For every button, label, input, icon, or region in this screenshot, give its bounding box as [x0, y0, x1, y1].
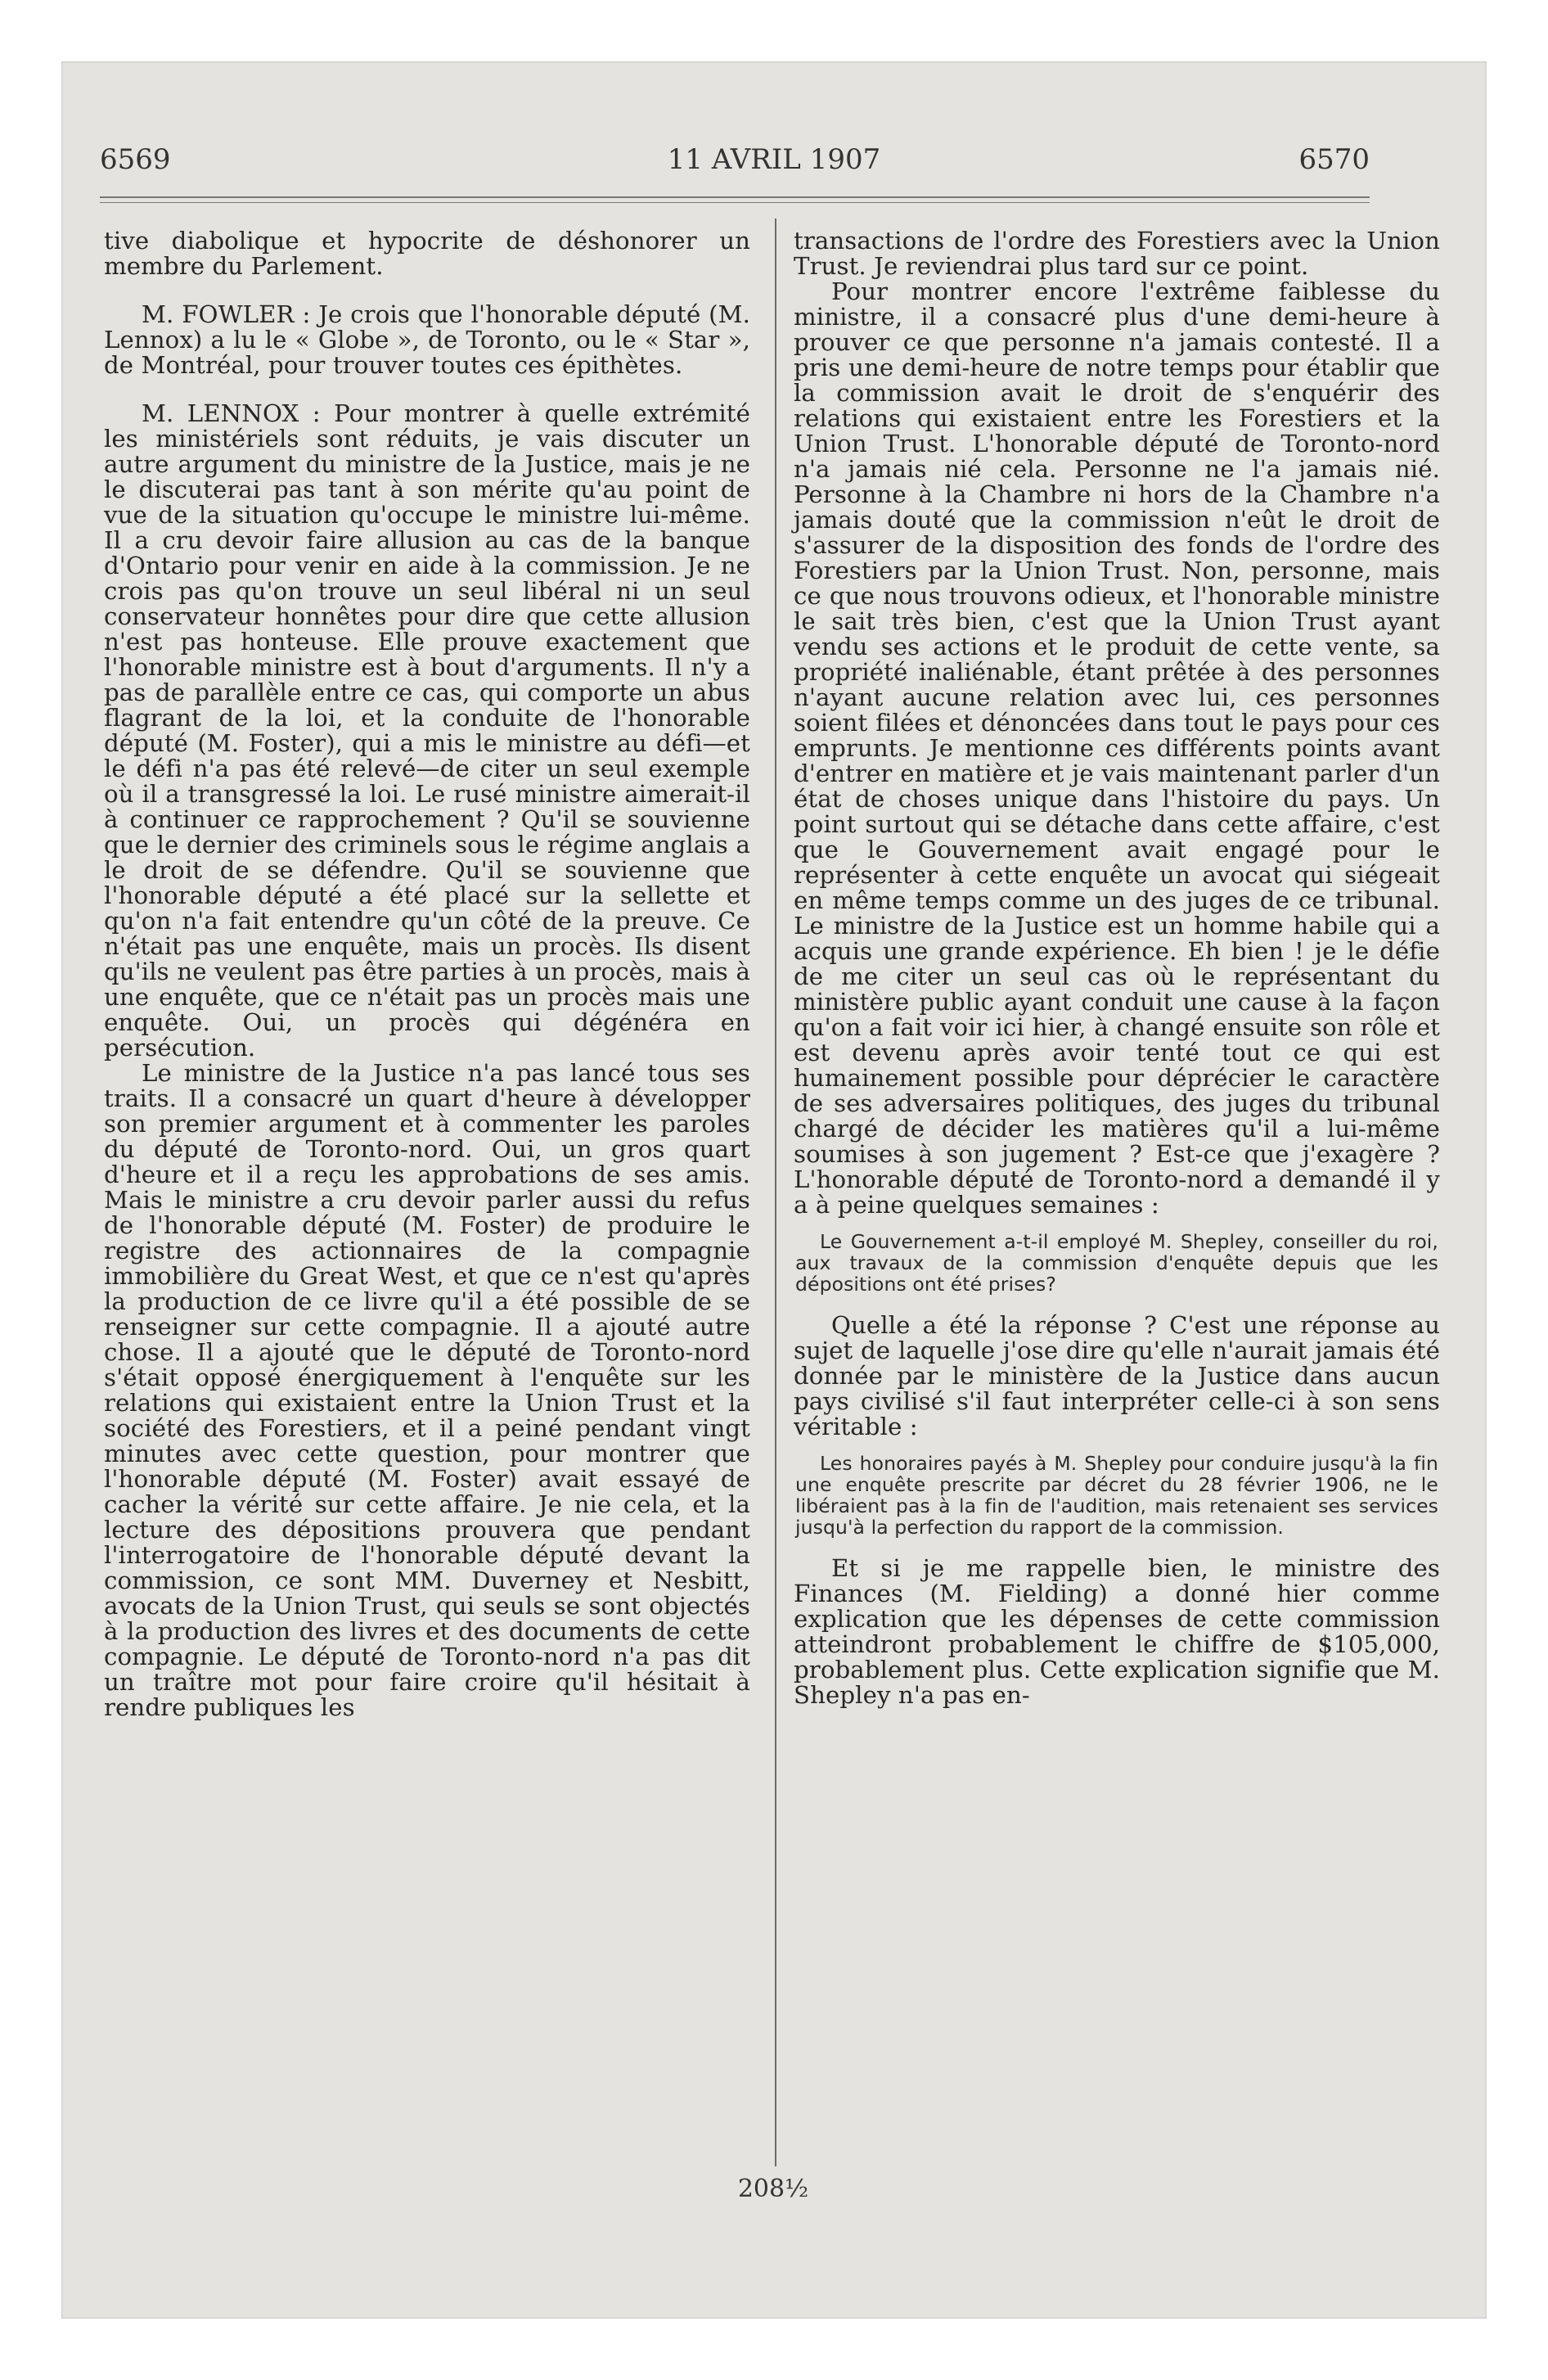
paragraph: tive diabolique et hypocrite de déshonorer un membre du Parlement. — [104, 227, 750, 280]
paragraph: M. LENNOX : Pour montrer à quelle extrémité les ministériels sont réduits, je vais discuter un autre argument du ministre de la Justice, mais je ne le discuterai pas tant à son mérite qu'au point de vue de la situation qu'occupe le ministre lui-même. Il a cru devoir faire allusion au cas de la banque d'Ontario pour venir en aide à la commission. Je ne crois pas qu'on trouve un seul libéral ni un seul conservateur honnêtes pour dire que cette allusion n'est pas honteuse. Elle prouve exactement que l'honorable ministre est à bout d'arguments. Il n'y a pas de parallèle entre ce cas, qui comporte un abus flagrant de la loi, et la conduite de l'honorable député (M. Foster), qui a mis le ministre au défi—et le défi n'a pas été relevé—de citer un seul exemple où il a transgressé la loi. Le rusé ministre aimerait-il à continuer ce rapprochement ? Qu'il se souvienne que le dernier des criminels sous le régime anglais a le droit de se défendre. Qu'il se souvienne que l'honorable député a été placé sur la sellette et qu'on n'a fait entendre qu'un côté de la preuve. Ce n'était pas une enquête, mais un procès. Ils disent qu'ils ne veulent pas être parties à un procès, mais à une enquête, que ce n'était pas un procès mais une enquête. Oui, un procès qui dégénéra en persécution. — [104, 399, 750, 1062]
paragraph: transactions de l'ordre des Forestiers avec la Union Trust. Je reviendrai plus tard sur ce point. — [794, 227, 1440, 280]
page-number-right: 6570 — [1298, 143, 1370, 176]
left-column — [104, 228, 750, 1720]
paragraph: M. FOWLER : Je crois que l'honorable député (M. Lennox) a lu le « Globe », de Toronto, ou le « Star », de Montréal, pour trouver toutes ces épithètes. — [104, 300, 750, 379]
quoted-passage: Le Gouvernement a-t-il employé M. Shepley, conseiller du roi, aux travaux de la commission d'enquête depuis que les dépositions ont été prises? — [795, 1230, 1438, 1296]
paragraph: Et si je me rappelle bien, le ministre des Finances (M. Fielding) a donné hier comme explication que les dépenses de cette commission atteindront probablement le chiffre de $105,000, probablement plus. Cette explication signifie que M. Shepley n'a pas en- — [794, 1554, 1440, 1709]
page-number-left: 6569 — [100, 143, 171, 176]
folio-number: 208½ — [737, 2175, 809, 2203]
header-rule-thin — [100, 202, 1370, 203]
scanned-page — [61, 61, 1487, 2319]
quoted-passage: Les honoraires payés à M. Shepley pour conduire jusqu'à la fin une enquête prescrite par décret du 28 février 1906, ne le libéraient pas à la fin de l'audition, mais retenaient ses services jusqu'à la perfection du rapport de la commission. — [795, 1452, 1438, 1539]
header-rule — [100, 196, 1370, 198]
header-date: 11 AVRIL 1907 — [667, 143, 881, 176]
running-header — [61, 143, 1487, 184]
paragraph: Pour montrer encore l'extrême faiblesse du ministre, il a consacré plus d'une demi-heure à prouver ce que personne n'a jamais contesté. Il a pris une demi-heure de notre temps pour établir que la commission avait le droit de s'enquérir des relations qui existaient entre les Forestiers et la Union Trust. L'honorable député de Toronto-nord n'a jamais nié cela. Personne ne l'a jamais nié. Personne à la Chambre ni hors de la Chambre n'a jamais douté que la commission n'eût le droit de s'assurer de la disposition des fonds de l'ordre des Forestiers par la Union Trust. Non, personne, mais ce que nous trouvons odieux, et l'honorable ministre le sait très bien, c'est que la Union Trust ayant vendu ses actions et le produit de cette vente, sa propriété inaliénable, étant prêtée à des personnes n'ayant aucune relation avec lui, ces personnes soient filées et dénoncées dans tout le pays pour ces emprunts. Je mentionne ces différents points avant d'entrer en matière et je vais maintenant parler d'un état de choses unique dans l'histoire du pays. Un point surtout qui se détache dans cette affaire, c'est que le Gouvernement avait engagé pour le représenter à cette enquête un avocat qui siégeait en même temps comme un des juges de ce tribunal. Le ministre de la Justice est un homme habile qui a acquis une grande expérience. Eh bien ! je le défie de me citer un seul cas où le représentant du ministère public ayant conduit une cause à la façon qu'on a fait voir ici hier, à changé ensuite son rôle et est devenu après avoir tenté tout ce qui est humainement possible pour déprécier le caractère de ses adversaires politiques, des juges du tribunal chargé de décider les matières qu'il a lui-même soumises à son jugement ? Est-ce que j'exagère ? L'honorable député de Toronto-nord a demandé il y a à peine quelques semaines : — [794, 277, 1440, 1219]
paragraph: Le ministre de la Justice n'a pas lancé tous ses traits. Il a consacré un quart d'heure à développer son premier argument et à commenter les paroles du député de Toronto-nord. Oui, un gros quart d'heure et il a reçu les approbations de ses amis. Mais le ministre a cru devoir parler aussi du refus de l'honorable député (M. Foster) de produire le registre des actionnaires de la compagnie immobilière du Great West, et que ce n'est qu'après la production de ce livre qu'il a été possible de se renseigner sur cette compagnie. Il a ajouté autre chose. Il a ajouté que le député de Toronto-nord s'était opposé énergiquement à l'enquête sur les relations qui existaient entre la Union Trust et la société des Forestiers, et il a peiné pendant vingt minutes avec cette question, pour montrer que l'honorable député (M. Foster) avait essayé de cacher la vérité sur cette affaire. Je nie cela, et la lecture des dépositions prouvera que pendant l'interrogatoire de l'honorable député devant la commission, ce sont MM. Duverney et Nesbitt, avocats de la Union Trust, qui seuls se sont objectés à la production des livres et des documents de cette compagnie. Le député de Toronto-nord n'a pas dit un traître mot pour faire croire qu'il hésitait à rendre publiques les — [104, 1059, 750, 1721]
paragraph: Quelle a été la réponse ? C'est une réponse au sujet de laquelle j'ose dire qu'elle n'aurait jamais été donnée par le ministère de la Justice dans aucun pays civilisé s'il faut interpréter celle-ci à son sens véritable : — [794, 1311, 1440, 1440]
column-divider — [775, 219, 776, 2166]
right-column — [794, 228, 1440, 1708]
